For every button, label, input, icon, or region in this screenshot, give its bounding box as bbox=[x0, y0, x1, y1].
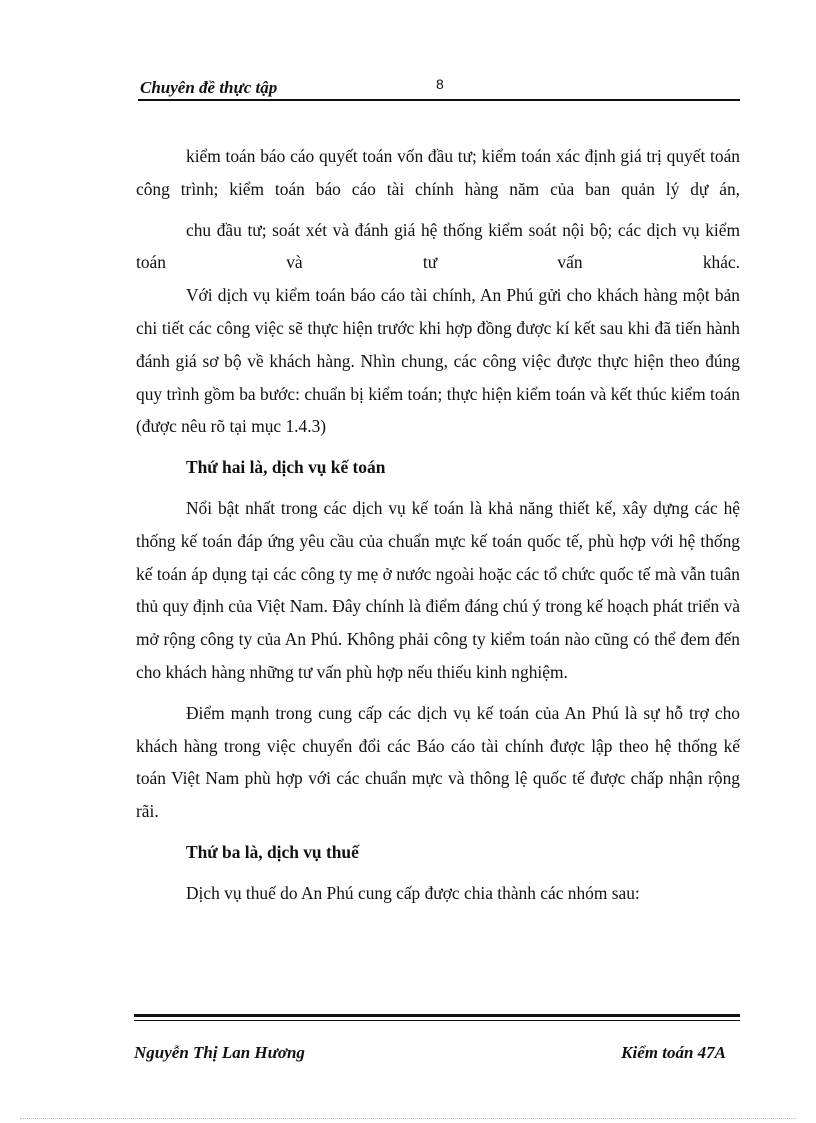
page-header bbox=[138, 76, 740, 100]
footer-author: Nguyễn Thị Lan Hương bbox=[134, 1043, 305, 1062]
header-title: Chuyên đề thực tập bbox=[140, 78, 278, 97]
heading-tax-service: Thứ ba là, dịch vụ thuế bbox=[186, 841, 359, 862]
paragraph-4: Nổi bật nhất trong các dịch vụ kế toán là khả năng thiết kế, xây dựng các hệ thống kế toán đáp ứng yêu cầu của chuẩn mực kế toán quốc tế, phù hợp với hệ thống kế toán áp dụng tại các công ty mẹ ở nước ngoài hoặc các tổ chức quốc tế mà vẫn tuân thủ quy định của Việt Nam. Đây chính là điểm đáng chú ý trong kế hoạch phát triển và mở rộng công ty của An Phú. Không phải công ty kiểm toán nào cũng có thể đem đến cho khách hàng những tư vấn phù hợp nếu thiếu kinh nghiệm. bbox=[136, 497, 740, 682]
footer-rule-thin bbox=[134, 1020, 740, 1021]
footer-class: Kiểm toán 47A bbox=[621, 1043, 726, 1062]
p1-line3: dự án, bbox=[690, 178, 740, 199]
paragraph-1 bbox=[136, 140, 740, 206]
paragraph-3: Với dịch vụ kiểm toán báo cáo tài chính, An Phú gửi cho khách hàng một bản chi tiết các công việc sẽ thực hiện trước khi hợp đồng được kí kết sau khi đã tiến hành đánh giá sơ bộ về khách hàng. Nhìn chung, các công việc được thực hiện theo đúng quy trình gồm ba bước: chuẩn bị kiểm toán; thực hiện kiểm toán và kết thúc kiểm toán (được nêu rõ tại mục 1.4.3) bbox=[136, 285, 740, 437]
header-rule bbox=[138, 99, 740, 101]
heading-accounting-service: Thứ hai là, dịch vụ kế toán bbox=[186, 457, 386, 478]
footer-rule-thick bbox=[134, 1014, 740, 1017]
p2-line1: chu đầu tư; soát xét và đánh giá hệ thống kiểm soát nội bộ; các dịch vụ bbox=[186, 219, 700, 240]
paragraph-5: Điểm mạnh trong cung cấp các dịch vụ kế toán của An Phú là sự hỗ trợ cho khách hàng trong việc chuyển đổi các Báo cáo tài chính được lập theo hệ thống kế toán Việt Nam phù hợp với các chuẩn mực và thông lệ quốc tế được chấp nhận rộng rãi. bbox=[136, 702, 740, 822]
p2-line2: kiểm toán và tư vấn khác. bbox=[136, 219, 740, 273]
p1-line2: quyết toán công trình; kiểm toán báo cáo tài chính hàng năm của ban quản lý bbox=[136, 146, 740, 199]
p1-line1: kiểm toán báo cáo quyết toán vốn đầu tư; kiểm toán xác định giá trị bbox=[186, 146, 662, 166]
paragraph-6: Dịch vụ thuế do An Phú cung cấp được chia thành các nhóm sau: bbox=[186, 882, 640, 903]
document-body bbox=[136, 140, 740, 910]
page-edge-dotted-line bbox=[20, 1118, 796, 1119]
paragraph-2 bbox=[136, 214, 740, 280]
page-number: 8 bbox=[436, 76, 444, 92]
